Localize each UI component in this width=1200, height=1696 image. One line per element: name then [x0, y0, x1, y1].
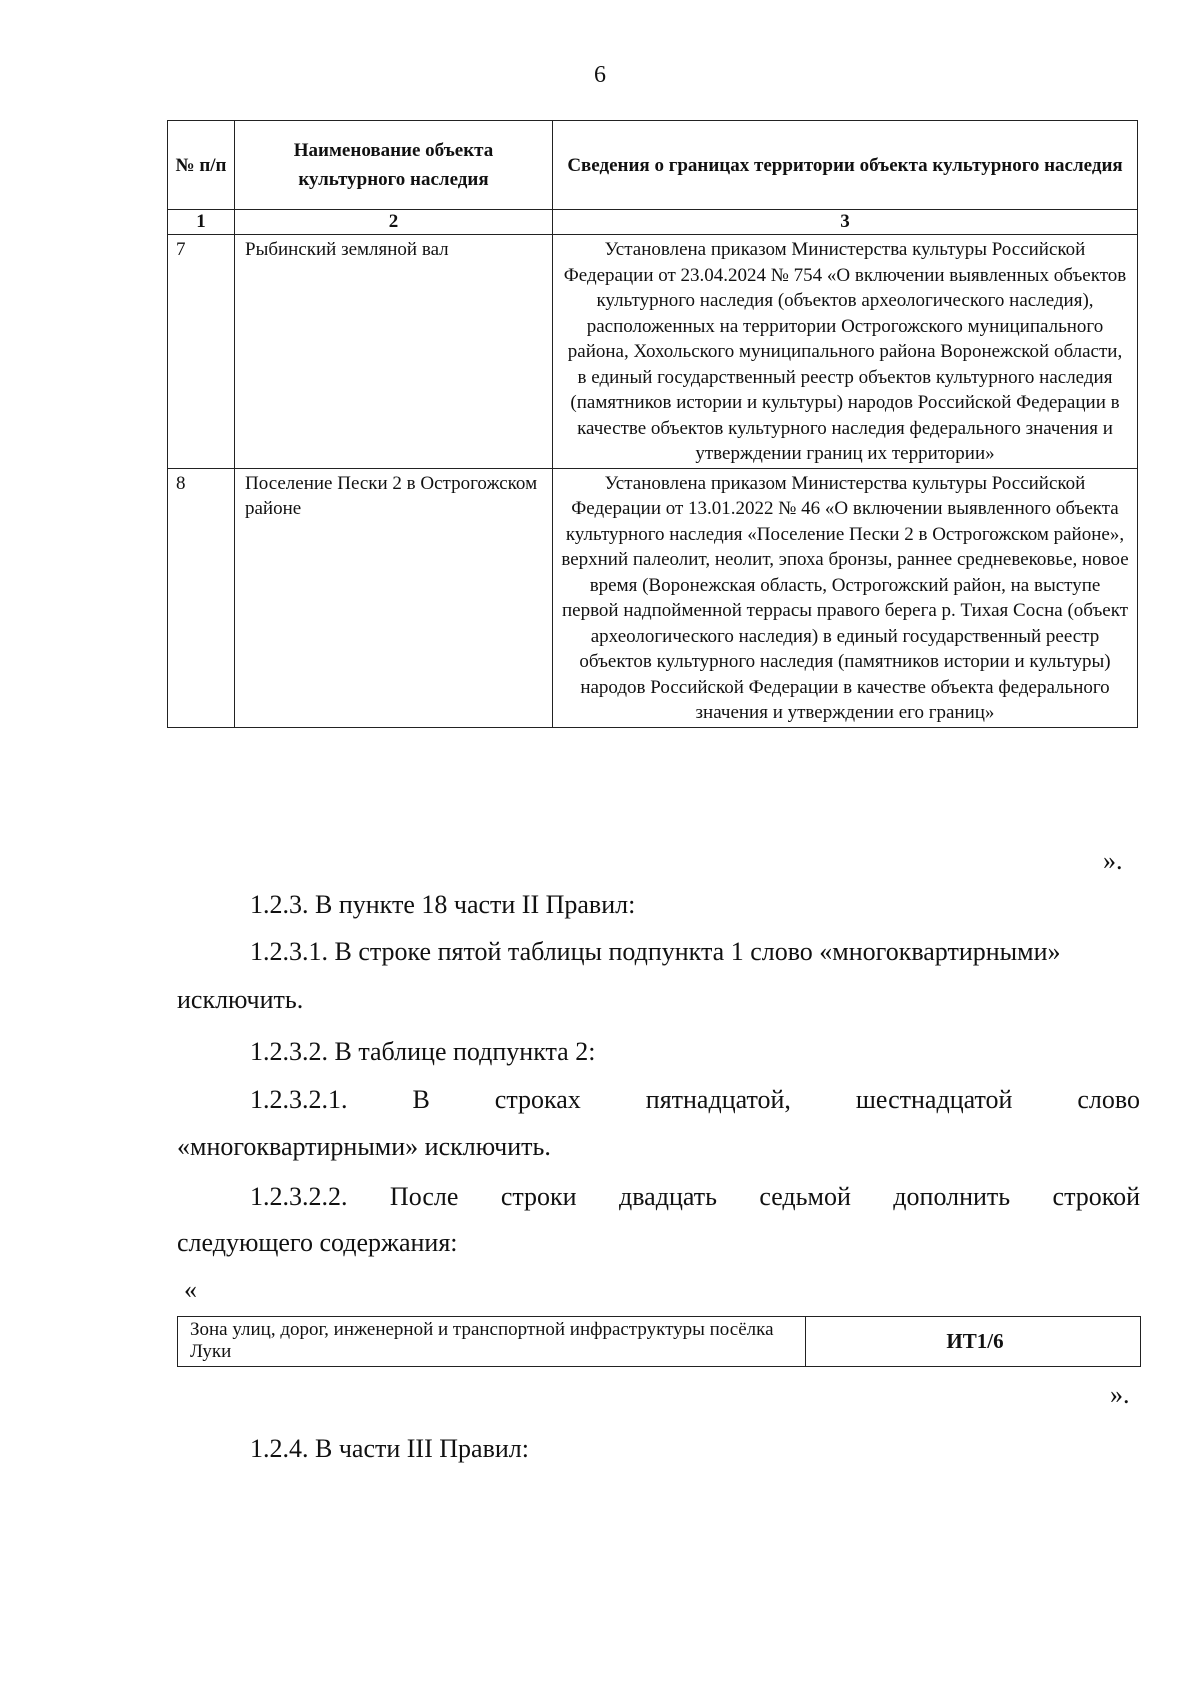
closing-quote: ». [1110, 1380, 1130, 1409]
paragraph: 1.2.3.2.1. В строках пятнадцатой, шестнадцатой слово [250, 1085, 1140, 1114]
column-number: 1 [168, 210, 235, 235]
header-number: № п/п [168, 121, 235, 210]
opening-quote: « [184, 1275, 197, 1304]
paragraph: 1.2.3.1. В строке пятой таблицы подпункта 1 слово «многоквартирными» [250, 937, 1061, 966]
paragraph: исключить. [177, 985, 304, 1014]
object-name: Поселение Пески 2 в Острогожском районе [235, 468, 553, 727]
paragraph: следующего содержания: [177, 1228, 458, 1257]
boundary-info: Установлена приказом Министерства культуры Российской Федерации от 23.04.2024 № 754 «О включении выявленных объектов культурного наследия (объектов археологического наследия), расположенных на территории Острогожского муниципального района, Хохольского муниципального района Воронежской области, в единый государственный реестр объектов культурного наследия (памятников истории и культуры) народов Российской Федерации в качестве объектов культурного наследия федерального значения и утверждении границ их территории» [553, 235, 1138, 469]
object-name: Рыбинский земляной вал [235, 235, 553, 469]
closing-quote: ». [1103, 846, 1123, 875]
column-number: 3 [553, 210, 1138, 235]
column-number: 2 [235, 210, 553, 235]
page-number: 6 [594, 62, 606, 88]
paragraph: 1.2.3. В пункте 18 части II Правил: [250, 890, 636, 919]
heritage-table [167, 120, 1138, 728]
table-header-row [168, 121, 1138, 210]
table-row [178, 1317, 1141, 1367]
paragraph: «многоквартирными» исключить. [177, 1132, 551, 1161]
zone-table [177, 1316, 1141, 1367]
table-row [168, 468, 1138, 727]
paragraph: 1.2.3.2. В таблице подпункта 2: [250, 1037, 596, 1066]
paragraph: 1.2.4. В части III Правил: [250, 1434, 529, 1463]
zone-code: ИТ1/6 [806, 1317, 1141, 1367]
row-number: 7 [168, 235, 235, 469]
header-object-name: Наименование объекта культурного наследия [235, 121, 553, 210]
column-number-row [168, 210, 1138, 235]
table-row [168, 235, 1138, 469]
paragraph: 1.2.3.2.2. После строки двадцать седьмой дополнить строкой [250, 1182, 1140, 1211]
zone-name: Зона улиц, дорог, инженерной и транспортной инфраструктуры посёлка Луки [178, 1317, 806, 1367]
header-boundaries: Сведения о границах территории объекта культурного наследия [553, 121, 1138, 210]
row-number: 8 [168, 468, 235, 727]
boundary-info: Установлена приказом Министерства культуры Российской Федерации от 13.01.2022 № 46 «О включении выявленного объекта культурного наследия «Поселение Пески 2 в Острогожском районе», верхний палеолит, неолит, эпоха бронзы, раннее средневековье, новое время (Воронежская область, Острогожский район, на выступе первой надпойменной террасы правого берега р. Тихая Сосна (объект археологического наследия) в единый государственный реестр объектов культурного наследия (памятников истории и культуры) народов Российской Федерации в качестве объекта федерального значения и утверждении его границ» [553, 468, 1138, 727]
